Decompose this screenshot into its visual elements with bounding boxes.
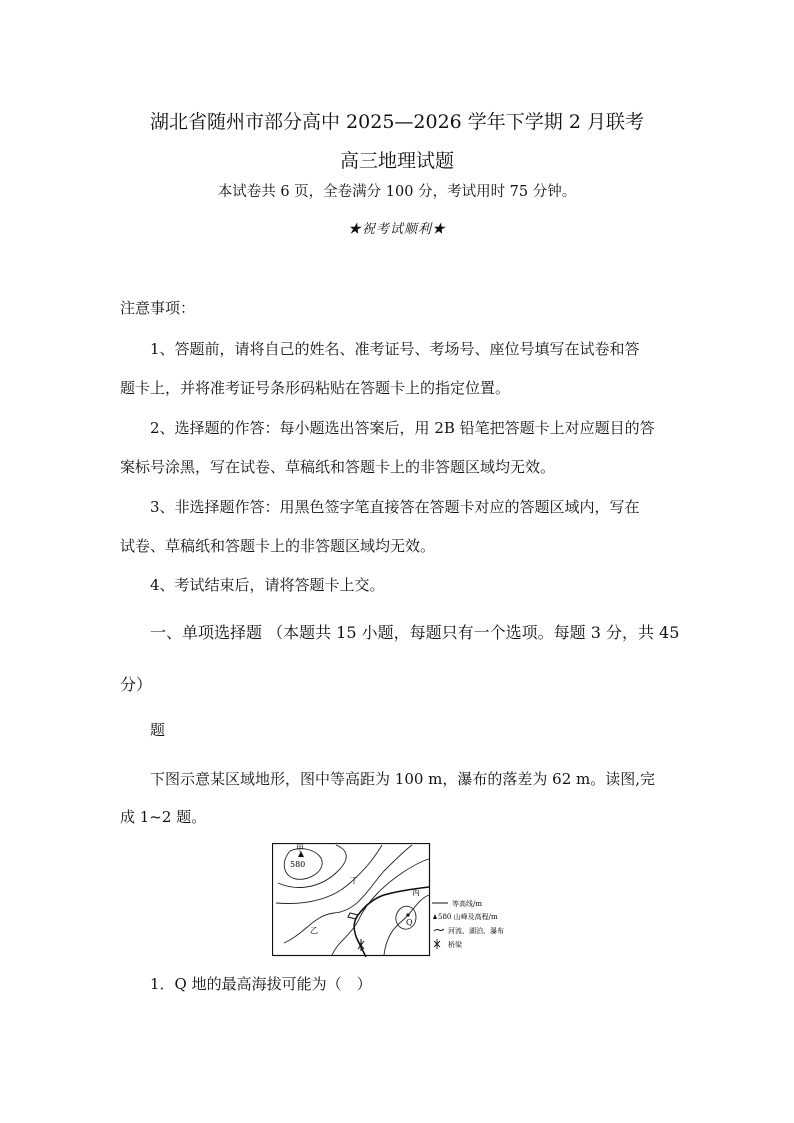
legend-contour: 等高线/m [452, 900, 482, 908]
exam-wish: ★祝考试顺利★ [347, 222, 446, 237]
question-1: 1．Q 地的最高海拔可能为（ ） [150, 975, 372, 993]
label-peak-value: 580 [290, 860, 306, 869]
legend-peak: 580 山峰及高程/m [438, 913, 498, 921]
notice-item1-line2: 题卡上，并将准考证号条形码粘贴在答题卡上的指定位置。 [120, 379, 511, 397]
label-ding: 丁 [350, 876, 358, 885]
exam-title: 湖北省随州市部分高中 2025—2026 学年下学期 2 月联考 [150, 111, 644, 133]
river [354, 887, 429, 957]
notice-item2-line1: 2、选择题的作答：每小题选出答案后，用 2B 铅笔把答题卡上对应题目的答 [150, 419, 655, 437]
exam-meta: 本试卷共 6 页，全卷满分 100 分，考试用时 75 分钟。 [217, 184, 577, 200]
label-bing: 丙 [412, 888, 420, 897]
section-ti: 题 [150, 721, 166, 739]
notice-heading: 注意事项： [120, 299, 196, 317]
question-intro-line2: 成 1~2 题。 [120, 808, 207, 826]
notice-item4: 4、考试结束后，请将答题卡上交。 [150, 576, 385, 594]
legend-river-symbol [434, 929, 444, 931]
label-jia: 甲 [296, 844, 304, 853]
q-dot [406, 913, 409, 916]
legend-peak-marker [433, 914, 437, 919]
notice-item3-line2: 试卷、草稿纸和答题卡上的非答题区域均无效。 [120, 537, 436, 555]
contour-1 [278, 845, 346, 887]
label-q: Q [406, 918, 413, 927]
legend-river: 河流、湖泊、瀑布 [448, 927, 504, 935]
section-heading-line2: 分） [120, 675, 153, 694]
contour-2 [276, 845, 382, 903]
notice-item2-line2: 案标号涂黑，写在试卷、草稿纸和答题卡上的非答题区域均无效。 [120, 458, 556, 476]
notice-item1-line1: 1、答题前，请将自己的姓名、准考证号、考场号、座位号填写在试卷和答 [150, 340, 640, 358]
legend-bridge-symbol [434, 939, 440, 949]
bridge-symbol [358, 939, 364, 951]
topographic-map [272, 843, 522, 957]
label-yi: 乙 [310, 926, 318, 935]
exam-subtitle: 高三地理试题 [339, 150, 454, 172]
legend-bridge: 桥梁 [448, 941, 462, 949]
notice-item3-line1: 3、非选择题作答：用黑色签字笔直接答在答题卡对应的答题区域内，写在 [150, 498, 640, 516]
section-heading-line1: 一、单项选择题 （本题共 15 小题，每题只有一个选项。每题 3 分，共 45 [150, 623, 680, 642]
question-intro-line1: 下图示意某区域地形，图中等高距为 100 m，瀑布的落差为 62 m。读图,完 [150, 770, 656, 788]
